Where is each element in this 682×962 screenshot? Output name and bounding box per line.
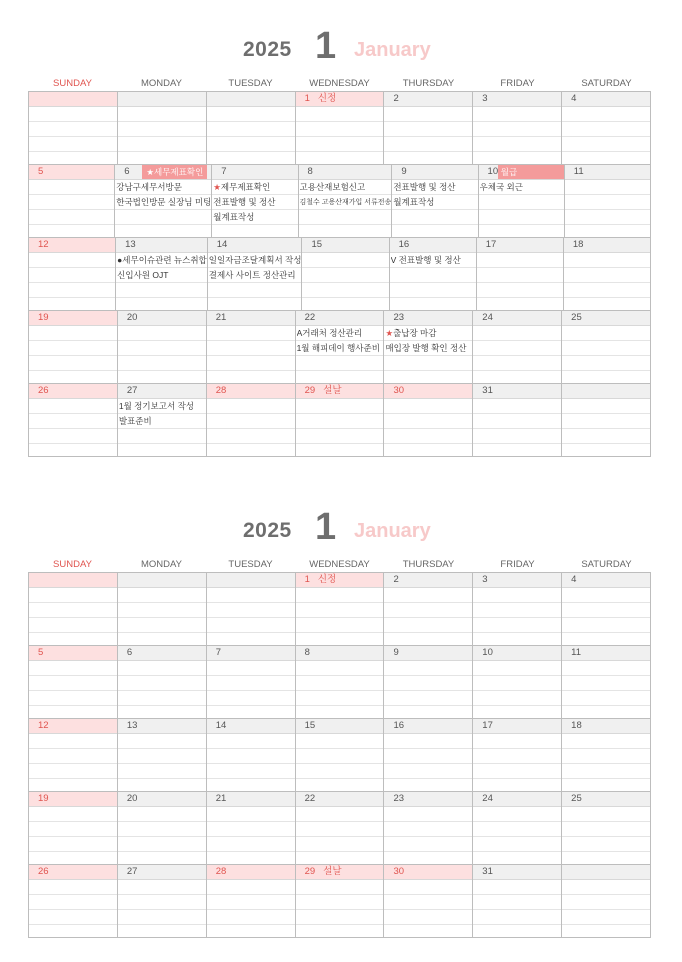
day-cell[interactable] [29, 165, 115, 238]
holiday-name: 설날 [323, 385, 342, 396]
day-cell[interactable] [473, 573, 562, 646]
event-note: 월계표작성 [213, 212, 255, 222]
day-cell[interactable] [562, 719, 651, 792]
calendar-grid [28, 572, 651, 938]
day-number: 17 [485, 239, 497, 250]
day-header [473, 865, 561, 880]
day-cell[interactable] [296, 865, 385, 938]
weekday-label: TUESDAY [228, 78, 273, 89]
day-cell[interactable] [384, 865, 473, 938]
calendar-week-row [29, 238, 651, 311]
event-note: 매입장 발행 확인 정산 [385, 343, 467, 353]
day-number: 14 [215, 720, 227, 731]
day-notes [390, 253, 476, 268]
day-header [562, 719, 650, 734]
day-number: 20 [126, 793, 138, 804]
day-header [562, 792, 650, 807]
weekday-label: THURSDAY [402, 78, 455, 89]
day-header [477, 238, 563, 253]
day-number: 12 [38, 239, 49, 250]
day-number: 20 [126, 312, 138, 323]
day-header [118, 719, 206, 734]
day-number: 23 [393, 312, 405, 323]
day-header [473, 792, 561, 807]
event-note: A거래처 정산관리 [296, 328, 363, 338]
calendar-week-row [29, 311, 651, 384]
day-cell[interactable] [118, 719, 207, 792]
weekday-label: WEDNESDAY [309, 559, 370, 570]
day-cell[interactable] [473, 92, 562, 165]
day-number: 18 [571, 720, 582, 731]
day-header [29, 865, 117, 880]
day-number: 21 [215, 312, 227, 323]
day-cell[interactable] [29, 719, 118, 792]
day-number: 3 [482, 93, 488, 104]
event-note: 전표발행 및 정산 [213, 197, 276, 207]
day-cell[interactable] [29, 865, 118, 938]
holiday-name: 설날 [323, 866, 342, 877]
day-cell[interactable] [473, 384, 562, 457]
day-header [384, 384, 472, 399]
day-cell[interactable] [473, 646, 562, 719]
day-number: 4 [571, 574, 577, 585]
day-header [392, 165, 477, 180]
day-cell[interactable] [477, 238, 564, 311]
day-number: 1 [304, 574, 310, 585]
day-number: 25 [571, 793, 582, 804]
calendar-week-row [29, 865, 651, 938]
day-header [296, 646, 384, 661]
day-cell[interactable] [118, 646, 207, 719]
day-number: 22 [304, 312, 316, 323]
day-header [118, 792, 206, 807]
day-number: 6 [124, 166, 130, 177]
day-header [207, 384, 295, 399]
day-notes [296, 326, 384, 356]
day-number: 30 [393, 866, 405, 877]
day-header [29, 92, 117, 107]
day-cell[interactable] [118, 573, 207, 646]
day-cell[interactable] [562, 92, 651, 165]
day-header [562, 646, 650, 661]
day-header [118, 384, 206, 399]
event-note: ★출납장 마감 [385, 328, 437, 338]
day-header [296, 865, 384, 880]
day-cell[interactable] [118, 792, 207, 865]
day-header [118, 311, 206, 326]
day-cell[interactable] [296, 719, 385, 792]
day-number: 13 [126, 720, 138, 731]
event-note: 1월 정기보고서 작성 [118, 401, 194, 411]
calendar-week-row [29, 719, 651, 792]
day-notes [479, 180, 564, 195]
weekday-label: SATURDAY [581, 78, 632, 89]
day-cell[interactable] [565, 165, 651, 238]
day-cell[interactable] [384, 384, 473, 457]
day-cell[interactable] [299, 165, 393, 238]
day-header [473, 646, 561, 661]
day-header [384, 646, 472, 661]
day-cell[interactable] [116, 238, 208, 311]
day-cell[interactable] [562, 573, 651, 646]
day-header [473, 573, 561, 588]
event-note: 1월 해피데이 행사준비 [296, 343, 380, 353]
day-number: 26 [38, 866, 49, 877]
day-header [29, 384, 117, 399]
day-cell[interactable] [473, 865, 562, 938]
calendar-week-row [29, 165, 651, 238]
day-cell[interactable] [562, 384, 651, 457]
day-cell[interactable] [479, 165, 565, 238]
day-number: 2 [393, 93, 399, 104]
day-cell[interactable] [296, 92, 385, 165]
day-cell[interactable] [118, 865, 207, 938]
day-header [208, 238, 302, 253]
day-header [562, 573, 650, 588]
day-cell[interactable] [208, 238, 303, 311]
day-number: 14 [216, 239, 228, 250]
event-note: 고용산재보험신고 [299, 182, 366, 192]
day-number: 28 [215, 385, 227, 396]
day-header [207, 865, 295, 880]
day-header [115, 165, 211, 180]
event-note: ●세무이슈관련 뉴스취합 [117, 255, 207, 265]
day-number: 15 [311, 239, 323, 250]
month-name: January [354, 520, 431, 542]
event-note: 김철수 고용산재가입 서류전송 [299, 199, 392, 206]
day-header [296, 92, 384, 107]
event-note: 신입사원 OJT [117, 270, 169, 280]
weekday-label: SATURDAY [581, 559, 632, 570]
day-number: 4 [571, 93, 577, 104]
calendar-week-row [29, 646, 651, 719]
day-cell[interactable] [296, 573, 385, 646]
event-note: V 전표발행 및 정산 [390, 255, 461, 265]
event-note: 결제사 사이트 정산관리 [208, 270, 296, 280]
month-number: 1 [315, 506, 337, 548]
day-cell[interactable] [118, 384, 207, 457]
day-number: 23 [393, 793, 405, 804]
day-number: 9 [393, 647, 399, 658]
day-header [118, 646, 206, 661]
day-header [29, 573, 117, 588]
day-header [384, 792, 472, 807]
day-number: 15 [304, 720, 316, 731]
day-cell[interactable] [390, 238, 477, 311]
day-header [299, 165, 392, 180]
day-header [302, 238, 388, 253]
day-cell[interactable] [392, 165, 478, 238]
day-cell[interactable] [29, 311, 118, 384]
day-header [564, 238, 650, 253]
day-number: 10 [487, 166, 499, 177]
day-cell[interactable] [296, 646, 385, 719]
day-number: 24 [482, 312, 493, 323]
day-cell[interactable] [473, 792, 562, 865]
day-notes [299, 180, 392, 210]
day-header [384, 92, 472, 107]
day-number: 3 [482, 574, 488, 585]
day-cell[interactable] [384, 92, 473, 165]
holiday-name: 신정 [317, 93, 337, 104]
day-cell[interactable] [384, 646, 473, 719]
day-number: 8 [307, 166, 313, 177]
year-label: 2025 [243, 38, 292, 61]
day-notes [392, 180, 477, 210]
calendar-week-row [29, 792, 651, 865]
day-header [479, 165, 564, 180]
day-cell[interactable] [302, 238, 389, 311]
day-header [473, 311, 561, 326]
day-cell[interactable] [564, 238, 651, 311]
day-cell[interactable] [207, 792, 296, 865]
day-header [118, 865, 206, 880]
day-cell[interactable] [384, 311, 473, 384]
day-cell[interactable] [207, 719, 296, 792]
weekday-label: MONDAY [141, 78, 182, 89]
weekday-header-row [28, 76, 651, 91]
day-header [207, 573, 295, 588]
day-number: 6 [126, 647, 133, 658]
day-cell[interactable] [29, 573, 118, 646]
day-number: 31 [482, 866, 493, 877]
holiday-name: 신정 [317, 574, 337, 585]
day-header [296, 719, 384, 734]
day-number: 10 [482, 647, 493, 658]
day-notes [384, 326, 472, 356]
day-notes [116, 253, 207, 283]
day-header [118, 92, 206, 107]
day-number: 26 [38, 385, 49, 396]
event-note: 강남구세무서방문 [116, 182, 182, 192]
event-note: 한국법인방문 실장님 미팅 [116, 197, 212, 207]
year-label: 2025 [243, 519, 292, 542]
day-cell[interactable] [118, 92, 207, 165]
day-header [296, 792, 384, 807]
day-header [29, 792, 117, 807]
day-header [29, 311, 117, 326]
day-header [473, 384, 561, 399]
day-number: 13 [125, 239, 136, 250]
day-number: 24 [482, 793, 493, 804]
day-header [384, 311, 472, 326]
day-header [384, 865, 472, 880]
day-number: 12 [38, 720, 49, 731]
day-header [562, 92, 650, 107]
weekday-label: THURSDAY [402, 559, 455, 570]
calendar-page-1 [28, 25, 651, 457]
event-note: 전표발행 및 정산 [393, 182, 456, 192]
day-header [207, 646, 295, 661]
day-cell[interactable] [207, 92, 296, 165]
day-header [473, 719, 561, 734]
day-cell[interactable] [207, 311, 296, 384]
event-note: 월계표작성 [393, 197, 435, 207]
day-cell[interactable] [115, 165, 212, 238]
day-number: 30 [393, 385, 405, 396]
weekday-label: FRIDAY [500, 559, 535, 570]
day-number: 8 [304, 647, 310, 658]
day-number: 19 [38, 793, 49, 804]
day-number: 16 [398, 239, 410, 250]
day-header [29, 238, 115, 253]
day-cell[interactable] [562, 865, 651, 938]
day-header [473, 92, 561, 107]
day-cell[interactable] [384, 792, 473, 865]
calendar-page-2 [28, 506, 651, 938]
event-note: 우체국 외근 [479, 182, 523, 192]
day-cell[interactable] [29, 792, 118, 865]
day-number: 25 [571, 312, 582, 323]
day-cell[interactable] [562, 311, 651, 384]
day-cell[interactable] [384, 573, 473, 646]
month-name: January [354, 39, 431, 61]
day-cell[interactable] [296, 384, 385, 457]
day-header [207, 92, 295, 107]
month-number: 1 [315, 25, 337, 67]
day-number: 9 [401, 166, 407, 177]
event-note: 발표준비 [118, 416, 152, 426]
day-number: 7 [221, 166, 227, 177]
day-header [212, 165, 297, 180]
day-header [207, 792, 295, 807]
weekday-label: SUNDAY [53, 78, 92, 89]
day-header [296, 311, 384, 326]
star-icon: ★ [385, 328, 394, 338]
calendar-week-row [29, 92, 651, 165]
payday-tag: 월급 [498, 165, 564, 179]
day-header [562, 384, 650, 399]
calendar-grid [28, 91, 651, 457]
day-cell[interactable] [118, 311, 207, 384]
day-header [29, 165, 114, 180]
day-cell[interactable] [207, 573, 296, 646]
day-cell[interactable] [296, 311, 385, 384]
day-number: 28 [215, 866, 227, 877]
day-header [565, 165, 650, 180]
day-cell[interactable] [29, 238, 116, 311]
day-header [116, 238, 207, 253]
weekday-header-row [28, 557, 651, 572]
day-cell[interactable] [473, 719, 562, 792]
event-note: 일일자금조달계획서 작성 [208, 255, 302, 265]
day-number: 1 [304, 93, 310, 104]
day-header [390, 238, 476, 253]
day-header [384, 719, 472, 734]
day-cell[interactable] [29, 384, 118, 457]
day-number: 11 [571, 647, 582, 658]
day-header [207, 719, 295, 734]
day-notes [115, 180, 211, 210]
day-cell[interactable] [212, 165, 298, 238]
event-note: ★제무제표확인 [213, 182, 271, 192]
event-tag: ★세무제표확인 [142, 165, 207, 179]
day-number: 2 [393, 574, 399, 585]
day-notes [118, 399, 206, 429]
day-cell[interactable] [29, 92, 118, 165]
weekday-label: MONDAY [141, 559, 182, 570]
day-header [296, 573, 384, 588]
day-number: 5 [38, 166, 44, 177]
day-number: 27 [126, 866, 138, 877]
day-number: 21 [215, 793, 227, 804]
day-number: 29 [304, 385, 316, 396]
day-number: 29 [304, 866, 316, 877]
day-cell[interactable] [207, 865, 296, 938]
weekday-label: SUNDAY [53, 559, 92, 570]
day-cell[interactable] [384, 719, 473, 792]
day-cell[interactable] [562, 646, 651, 719]
day-cell[interactable] [296, 792, 385, 865]
day-number: 31 [482, 385, 493, 396]
day-cell[interactable] [207, 646, 296, 719]
day-number: 16 [393, 720, 405, 731]
weekday-label: WEDNESDAY [309, 78, 370, 89]
day-header [29, 646, 117, 661]
star-icon: ★ [213, 182, 221, 192]
calendar-week-row [29, 384, 651, 457]
day-number: 7 [215, 647, 222, 658]
day-header [207, 311, 295, 326]
day-header [29, 719, 117, 734]
day-number: 22 [304, 793, 316, 804]
calendar-header [28, 506, 651, 557]
day-cell[interactable] [29, 646, 118, 719]
day-cell[interactable] [207, 384, 296, 457]
day-header [562, 865, 650, 880]
day-number: 17 [482, 720, 493, 731]
day-cell[interactable] [562, 792, 651, 865]
weekday-label: FRIDAY [500, 78, 535, 89]
day-header [118, 573, 206, 588]
day-header [562, 311, 650, 326]
calendar-header [28, 25, 651, 76]
weekday-label: TUESDAY [228, 559, 273, 570]
day-header [384, 573, 472, 588]
day-notes [208, 253, 302, 283]
day-number: 19 [38, 312, 49, 323]
calendar-week-row [29, 573, 651, 646]
day-number: 5 [38, 647, 44, 658]
day-cell[interactable] [473, 311, 562, 384]
day-header [296, 384, 384, 399]
day-number: 18 [572, 239, 584, 250]
day-number: 27 [126, 385, 138, 396]
day-notes [212, 180, 297, 225]
day-number: 11 [573, 166, 584, 177]
